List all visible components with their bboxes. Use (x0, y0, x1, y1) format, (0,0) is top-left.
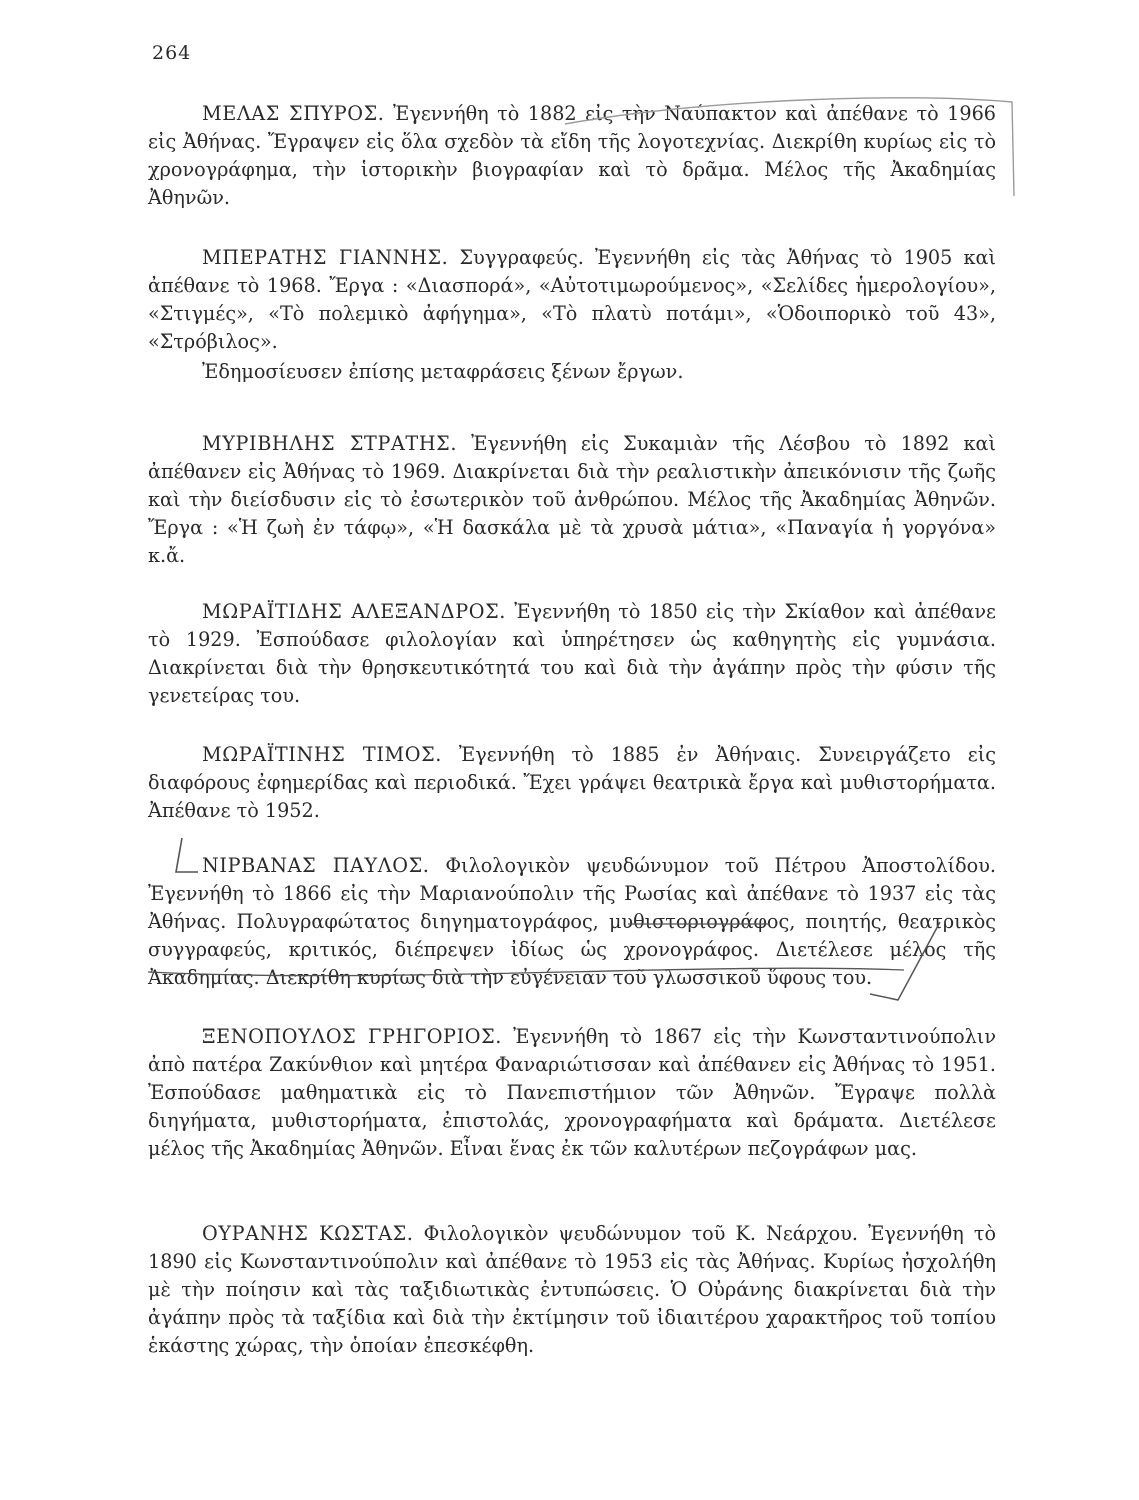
entry-name: ΜΩΡΑΪΤΙΔΗΣ ΑΛΕΞΑΝΔΡΟΣ. (202, 600, 506, 623)
entry-text: Ἐγεννήθη τὸ 1867 εἰς τὴν Κωνσταντινούπολιν ἀπὸ πατέρα Ζακύνθιον καὶ μητέρα Φαναριώτισσαν καὶ ἀπέθανεν εἰς Ἀθήνας τὸ 1951. Ἐσπούδασε μαθηματικὰ εἰς τὸ Πανεπιστήμιον τῶν Ἀθηνῶν. Ἔγραψε πολλὰ διηγήματα, μυθιστορήματα, ἐπιστολάς, χρονογραφήματα καὶ δράματα. Διετέλεσε μέλος τῆς Ἀκαδημίας Ἀθηνῶν. Εἶναι ἕνας ἐκ τῶν καλυτέρων πεζογράφων μας. (148, 1025, 996, 1160)
margin-bracket-mark (176, 838, 198, 872)
entry-continuation: Ἐδημοσίευσεν ἐπίσης μεταφράσεις ξένων ἔργων. (202, 360, 684, 383)
entry-name: ΞΕΝΟΠΟΥΛΟΣ ΓΡΗΓΟΡΙΟΣ. (202, 1025, 502, 1048)
page-number: 264 (152, 42, 192, 64)
entry-text: Ἐγεννήθη τὸ 1885 ἐν Ἀθήναις. Συνειργάζετο εἰς διαφόρους ἐφημερίδας καὶ περιοδικά. Ἔχει γράψει θεατρικὰ ἔργα καὶ μυθιστορήματα. Ἀπέθανε τὸ 1952. (148, 743, 996, 822)
underline-mark (148, 968, 904, 975)
entry-text: Ἐγεννήθη τὸ 1882 εἰς τὴν Ναύπακτον καὶ ἀπέθανε τὸ 1966 εἰς Ἀθήνας. Ἔγραψεν εἰς ὅλα σχεδὸν τὰ εἴδη τῆς λογοτεχνίας. Διεκρίθη κυρίως εἰς τὸ χρονογράφημα, τὴν ἱστορικὴν βιογραφίαν καὶ τὸ δρᾶμα. Μέλος τῆς Ἀκαδημίας Ἀθηνῶν. (148, 102, 996, 209)
entry-text: Φιλολογικὸν ψευδώνυμον τοῦ Πέτρου Ἀποστολίδου. Ἐγεννήθη τὸ 1866 εἰς τὴν Μαριανούπολιν τῆς Ρωσίας καὶ ἀπέθανε τὸ 1937 εἰς τὰς Ἀθήνας. Πολυγραφώτατος διηγηματογράφος, μυθιστοριογράφος, ποιητής, θεατρικὸς συγγραφεύς, κριτικός, διέπρεψεν ἰδίως ὡς χρονογράφος. Διετέλεσε μέλος τῆς Ἀκαδημίας. Διεκρίθη κυρίως διὰ τὴν εὐγένειαν τοῦ γλωσσικοῦ ὕφους του. (148, 854, 996, 989)
entry-name: ΟΥΡΑΝΗΣ ΚΩΣΤΑΣ. (202, 1222, 414, 1245)
check-mark (870, 922, 940, 1000)
entry-text: Φιλολογικὸν ψευδώνυμον τοῦ Κ. Νεάρχου. Ἐγεννήθη τὸ 1890 εἰς Κωνσταντινούπολιν καὶ ἀπέθανε τὸ 1953 εἰς τὰς Ἀθήνας. Κυρίως ἠσχολήθη μὲ τὴν ποίησιν καὶ τὰς ταξιδιωτικὰς ἐντυπώσεις. Ὁ Οὐράνης διακρίνεται διὰ τὴν ἀγάπην πρὸς τὰ ταξίδια καὶ διὰ τὴν ἐκτίμησιν τοῦ ἰδιαιτέρου χαρακτῆρος τοῦ τοπίου ἑκάστης χώρας, τὴν ὁποίαν ἐπεσκέφθη. (148, 1222, 996, 1357)
entry-text: Συγγραφεύς. Ἐγεννήθη εἰς τὰς Ἀθήνας τὸ 1905 καὶ ἀπέθανε τὸ 1968. Ἔργα : «Διασπορά», «Αὐτοτιμωρούμενος», «Σελίδες ἡμερολογίου», «Στιγμές», «Τὸ πολεμικὸ ἀφήγημα», «Τὸ πλατὺ ποτάμι», «Ὁδοιπορικὸ τοῦ 43», «Στρόβιλος». (148, 246, 996, 353)
entry-name: ΜΩΡΑΪΤΙΝΗΣ ΤΙΜΟΣ. (202, 743, 442, 766)
entry-name: ΝΙΡΒΑΝΑΣ ΠΑΥΛΟΣ. (202, 854, 430, 877)
entry-text: Ἐγεννήθη τὸ 1850 εἰς τὴν Σκίαθον καὶ ἀπέθανε τὸ 1929. Ἐσπούδασε φιλολογίαν καὶ ὑπηρέτησεν ὡς καθηγητὴς εἰς γυμνάσια. Διακρίνεται διὰ τὴν θρησκευτικότητά του καὶ διὰ τὴν ἀγάπην πρὸς τὴν φύσιν τῆς γενετείρας του. (148, 600, 996, 707)
entry-name: ΜΕΛΑΣ ΣΠΥΡΟΣ. (202, 102, 385, 125)
entry-name: ΜΠΕΡΑΤΗΣ ΓΙΑΝΝΗΣ. (202, 246, 449, 269)
entry-name: ΜΥΡΙΒΗΛΗΣ ΣΤΡΑΤΗΣ. (202, 432, 458, 455)
entry-text: Ἐγεννήθη εἰς Συκαμιὰν τῆς Λέσβου τὸ 1892 καὶ ἀπέθανεν εἰς Ἀθήνας τὸ 1969. Διακρίνεται διὰ τὴν ρεαλιστικὴν ἀπεικόνισιν τῆς ζωῆς καὶ τὴν διείσδυσιν εἰς τὸ ἐσωτερικὸν τοῦ ἀνθρώπου. Μέλος τῆς Ἀκαδημίας Ἀθηνῶν. Ἔργα : «Ἡ ζωὴ ἐν τάφῳ», «Ἡ δασκάλα μὲ τὰ χρυσὰ μάτια», «Παναγία ἡ γοργόνα» κ.ἄ. (148, 432, 996, 567)
bracket-mark (565, 98, 1014, 196)
